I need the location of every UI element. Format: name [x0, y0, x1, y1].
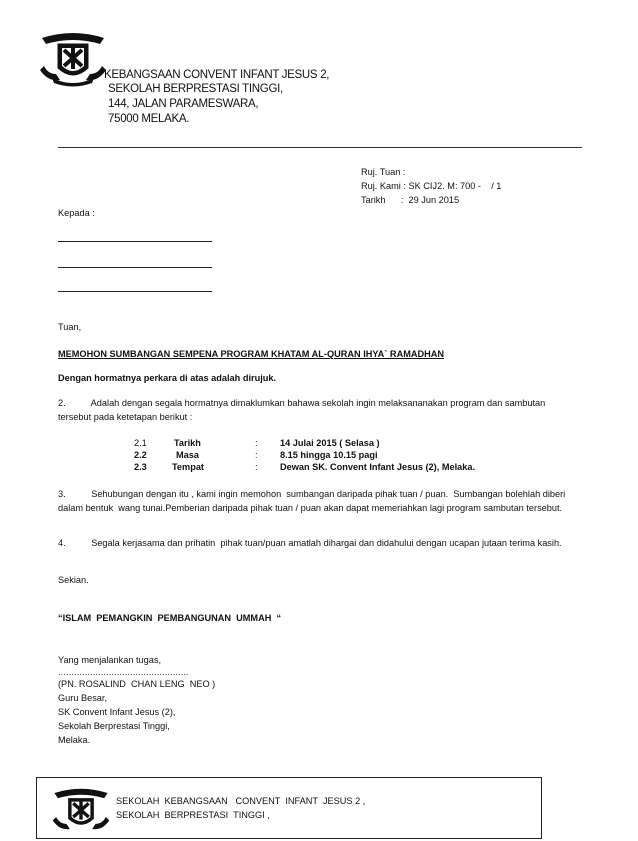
recipient-line-1	[58, 241, 212, 242]
signature-dots: ………………………………………….	[58, 668, 189, 677]
item-colon: :	[255, 438, 258, 448]
header-divider	[58, 147, 582, 148]
header-address-line-4: 75000 MELAKA.	[108, 113, 190, 125]
footer-line-1: SEKOLAH KEBANGSAAN CONVENT INFANT JESUS 2 ,	[116, 796, 366, 806]
subject-line: MEMOHON SUMBANGAN SEMPENA PROGRAM KHATAM AL-QURAN IHYA` RAMADHAN	[58, 349, 445, 359]
item-colon: :	[255, 450, 258, 460]
kepada-label: Kepada :	[58, 208, 95, 218]
ruj-tuan: Ruj. Tuan :	[361, 167, 406, 177]
item-value: Dewan SK. Convent Infant Jesus (2), Melaka.	[280, 462, 476, 472]
paragraph-3: 3. Sehubungan dengan itu , kami ingin memohon sumbangan daripada pihak tuan / puan. Sumbangan bolehlah diberi dalam bentuk wang tunai.Pemberian daripada pihak tuan / puan akan dapat memeriahkan lagi program sambutan tersebut.	[58, 489, 568, 513]
header-address-line-3: 144, JALAN PARAMESWARA,	[108, 98, 259, 110]
signoff: Yang menjalankan tugas,	[58, 655, 162, 665]
signatory-title: Guru Besar,	[58, 693, 108, 703]
item-label: Tarikh	[174, 438, 201, 448]
header-address-line-1: KEBANGSAAN CONVENT INFANT JESUS 2,	[104, 69, 330, 81]
footer-letterhead	[36, 777, 542, 839]
item-number: 2.3	[134, 462, 147, 472]
item-value: 14 Julai 2015 ( Selasa )	[280, 438, 380, 448]
item-label: Tempat	[172, 462, 204, 472]
intro-line: Dengan hormatnya perkara di atas adalah dirujuk.	[58, 373, 277, 383]
ruj-kami: Ruj. Kami : SK CIJ2. M: 700 - / 1	[361, 181, 502, 191]
signatory-school: SK Convent Infant Jesus (2),	[58, 707, 176, 717]
paragraph-4: 4. Segala kerjasama dan prihatin pihak tuan/puan amatlah dihargai dan didahului dengan ucapan jutaan terima kasih.	[58, 538, 562, 548]
date-line: Tarikh : 29 Jun 2015	[361, 195, 460, 205]
signatory-city: Melaka.	[58, 735, 91, 745]
footer-line-2: SEKOLAH BERPRESTASI TINGGI ,	[116, 810, 270, 820]
closing: Sekian.	[58, 575, 89, 585]
paragraph-2: 2. Adalah dengan segala hormatnya dimaklumkan bahawa sekolah ingin melaksananakan program dan sambutan tersebut pada ketetapan berikut :	[58, 398, 548, 422]
item-number: 2.1	[134, 438, 147, 448]
footer-crest-logo	[51, 786, 111, 836]
item-label: Masa	[176, 450, 199, 460]
school-crest-logo	[38, 30, 108, 88]
item-colon: :	[255, 462, 258, 472]
item-row-3	[0, 461, 638, 474]
item-number: 2.2	[134, 450, 147, 460]
item-value: 8.15 hingga 10.15 pagi	[280, 450, 378, 460]
signatory-school-status: Sekolah Berprestasi Tinggi,	[58, 721, 170, 731]
signatory-name: (PN. ROSALIND CHAN LENG NEO )	[58, 679, 216, 689]
recipient-line-3	[58, 291, 212, 292]
salutation: Tuan,	[58, 322, 82, 332]
recipient-line-2	[58, 267, 212, 268]
motto: “ISLAM PEMANGKIN PEMBANGUNAN UMMAH “	[58, 613, 282, 623]
header-address-line-2: SEKOLAH BERPRESTASI TINGGI,	[108, 83, 283, 95]
